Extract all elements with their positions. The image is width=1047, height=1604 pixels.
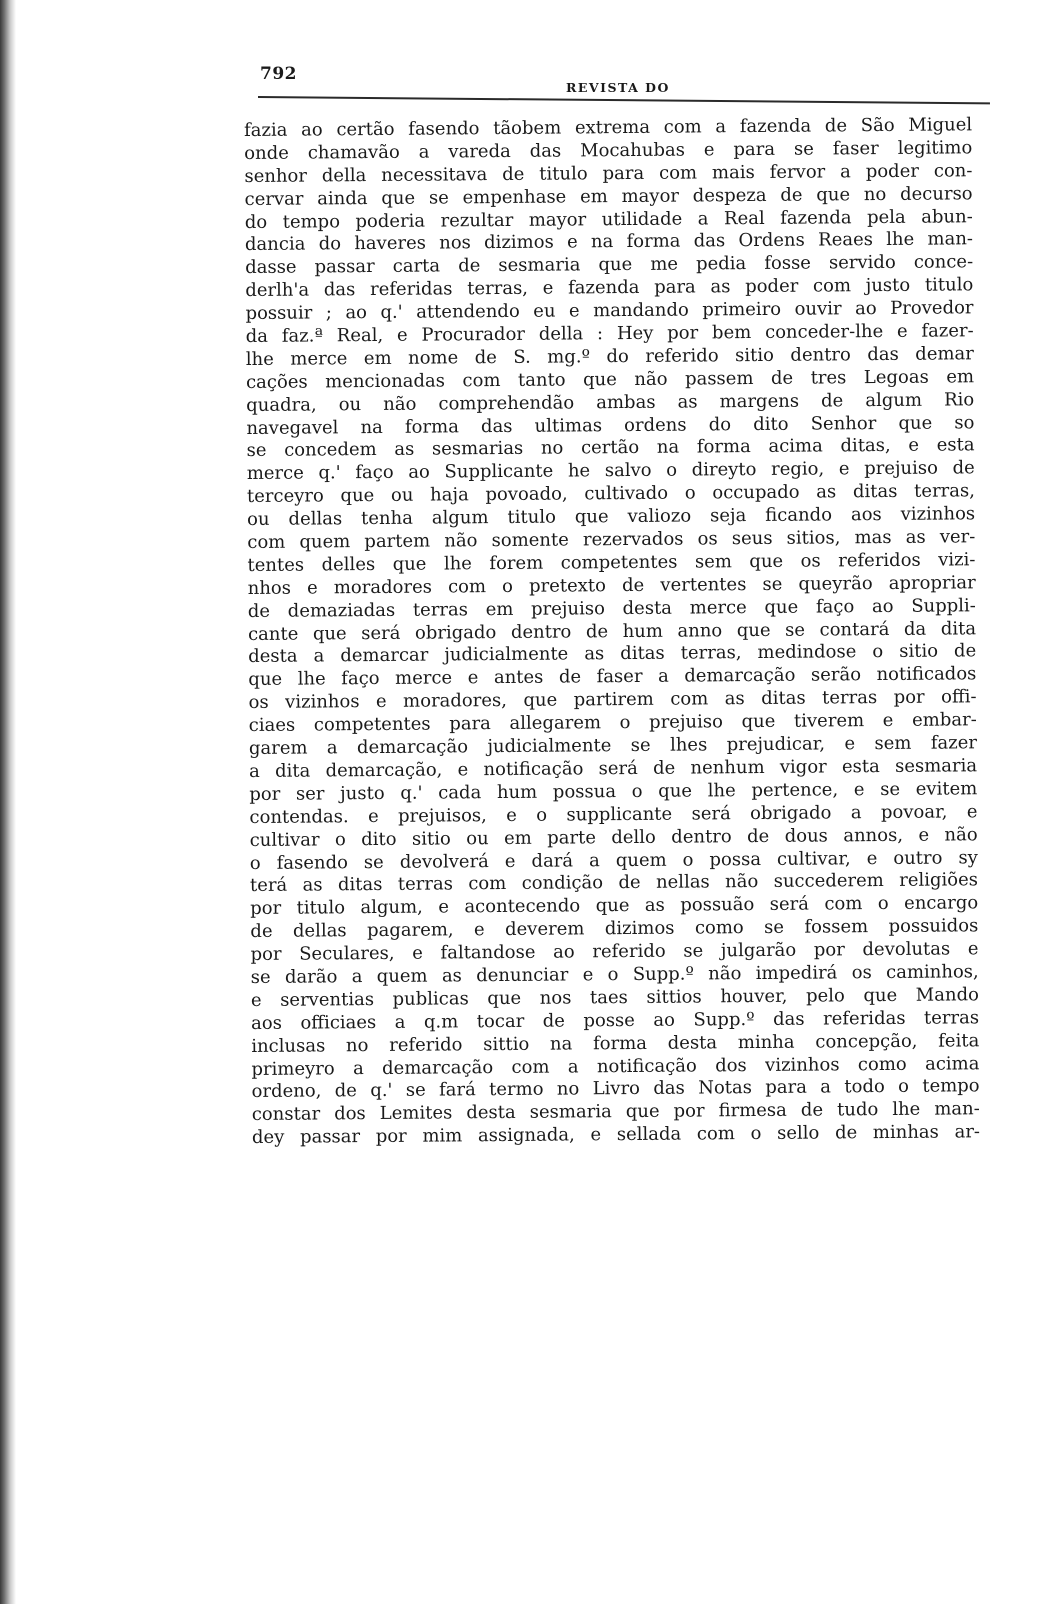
text-line: cultivar o dito sitio ou em parte dello dentro de dous annos, e não	[249, 823, 978, 851]
text-line: ou dellas tenha algum titulo que valiozo seja ficando aos vizinhos	[247, 503, 976, 531]
text-line: lhe merce em nome de S. mg.º do referido sitio dentro das demar	[245, 343, 974, 370]
text-line: inclusas no referido sittio na forma desta minha concepção, feita	[251, 1029, 980, 1057]
text-line: aos officiaes a q.m tocar de posse ao Supp.º das referidas terras	[251, 1006, 980, 1034]
text-line: que lhe faço merce e antes de faser a demarcação serão notificados	[248, 663, 977, 691]
text-line: e serventias publicas que nos taes sittios houver, pelo que Mando	[250, 984, 979, 1011]
text-line: primeyro a demarcação com a notificação dos vizinhos como acima	[251, 1052, 980, 1080]
text-line: dasse passar carta de sesmaria que me pedia fosse servido conce-	[245, 251, 974, 279]
text-line: contendas. e prejuisos, e o supplicante será obrigado a povoar, e	[249, 800, 978, 828]
page-number: 792	[260, 64, 297, 84]
text-line: cervar ainda que se empenhase em mayor despeza de que no decurso	[244, 182, 973, 210]
text-line: senhor della necessitava de titulo para com mais fervor a poder con-	[244, 160, 973, 187]
text-line: por Seculares, e faltandose ao referido se julgarão por devolutas e	[250, 938, 979, 966]
text-line: de demaziadas terras em prejuiso desta merce que faço ao Suppli-	[247, 594, 976, 622]
text-line: terceyro que ou haja povoado, cultivado o occupado as ditas terras,	[246, 480, 976, 508]
text-line: por ser justo q.' cada hum possua o que lhe pertence, e se evitem	[249, 778, 978, 805]
text-line: cante que será obrigado dentro de hum anno que se contará da dita	[247, 617, 977, 645]
text-line: ordeno, de q.' se fará termo no Livro das Notas para a todo o tempo	[251, 1075, 980, 1103]
text-line: quadra, ou não comprehendão ambas as margens de algum Rio	[246, 388, 975, 416]
text-line: derlh'a das referidas terras, e fazenda para as poder com justo titulo	[245, 274, 974, 302]
text-line: onde chamavão a vareda das Mocahubas e para se faser legitimo	[244, 137, 973, 164]
text-line: ciaes competentes para allegarem o prejuiso que tiverem e embar-	[248, 709, 977, 737]
header-rule	[258, 96, 990, 104]
text-line: do tempo poderia rezultar mayor utilidade a Real fazenda pela abun-	[244, 205, 973, 233]
text-line: merce q.' faço ao Supplicante he salvo o direyto regio, e prejuiso de	[246, 457, 975, 485]
text-line: dey passar por mim assignada, e sellada com o sello de minhas ar-	[251, 1121, 981, 1149]
text-line: de dellas pagarem, e deverem dizimos como se fossem possuidos	[250, 915, 979, 943]
text-line: os vizinhos e moradores, que partirem com as ditas terras por offi-	[248, 686, 977, 714]
text-line: garem a demarcação judicialmente se lhes prejudicar, e sem fazer	[248, 732, 977, 760]
text-line: se concedem as sesmarias no certão na forma acima ditas, e esta	[246, 434, 975, 462]
text-line: nhos e moradores com o pretexto de vertentes se queyrão apropriar	[247, 572, 976, 599]
text-line: se darão a quem as denunciar e o Supp.º não impedirá os caminhos,	[250, 961, 979, 988]
page-binding-edge	[0, 0, 16, 1604]
text-line: fazia ao certão fasendo tãobem extrema com a fazenda de São Miguel	[244, 114, 973, 141]
text-line: tentes delles que lhe forem competentes sem que os referidos vizi-	[247, 549, 976, 576]
text-line: por titulo algum, e acontecendo que as possuão será com o encargo	[250, 892, 979, 920]
text-line: da faz.ª Real, e Procurador della : Hey por bem conceder-lhe e fazer-	[245, 320, 974, 348]
text-line: o fasendo se devolverá e dará a quem o possa cultivar, e outro sy	[249, 846, 978, 874]
text-line: desta a demarcar judicialmente as ditas terras, medindose o sitio de	[248, 640, 977, 668]
running-title: REVISTA DO	[566, 80, 670, 95]
text-line: navegavel na forma das ultimas ordens do dito Senhor que so	[246, 411, 975, 439]
page-header	[258, 60, 990, 100]
text-line: terá as ditas terras com condição de nellas não succederem religiões	[249, 869, 979, 897]
text-line: com quem partem não somente rezervados os seus sitios, mas as ver-	[247, 526, 976, 554]
text-line: possuir ; ao q.' attendendo eu e mandando primeiro ouvir ao Provedor	[245, 297, 974, 325]
body-text	[244, 114, 982, 1380]
text-line: dancia do haveres nos dizimos e na forma das Ordens Reaes lhe man-	[244, 228, 974, 256]
text-line: a dita demarcação, e notificação será de nenhum vigor esta sesmaria	[249, 755, 978, 782]
text-line: constar dos Lemites desta sesmaria que por firmesa de tudo lhe man-	[251, 1098, 980, 1126]
text-line: cações mencionadas com tanto que não passem de tres Legoas em	[245, 366, 975, 393]
